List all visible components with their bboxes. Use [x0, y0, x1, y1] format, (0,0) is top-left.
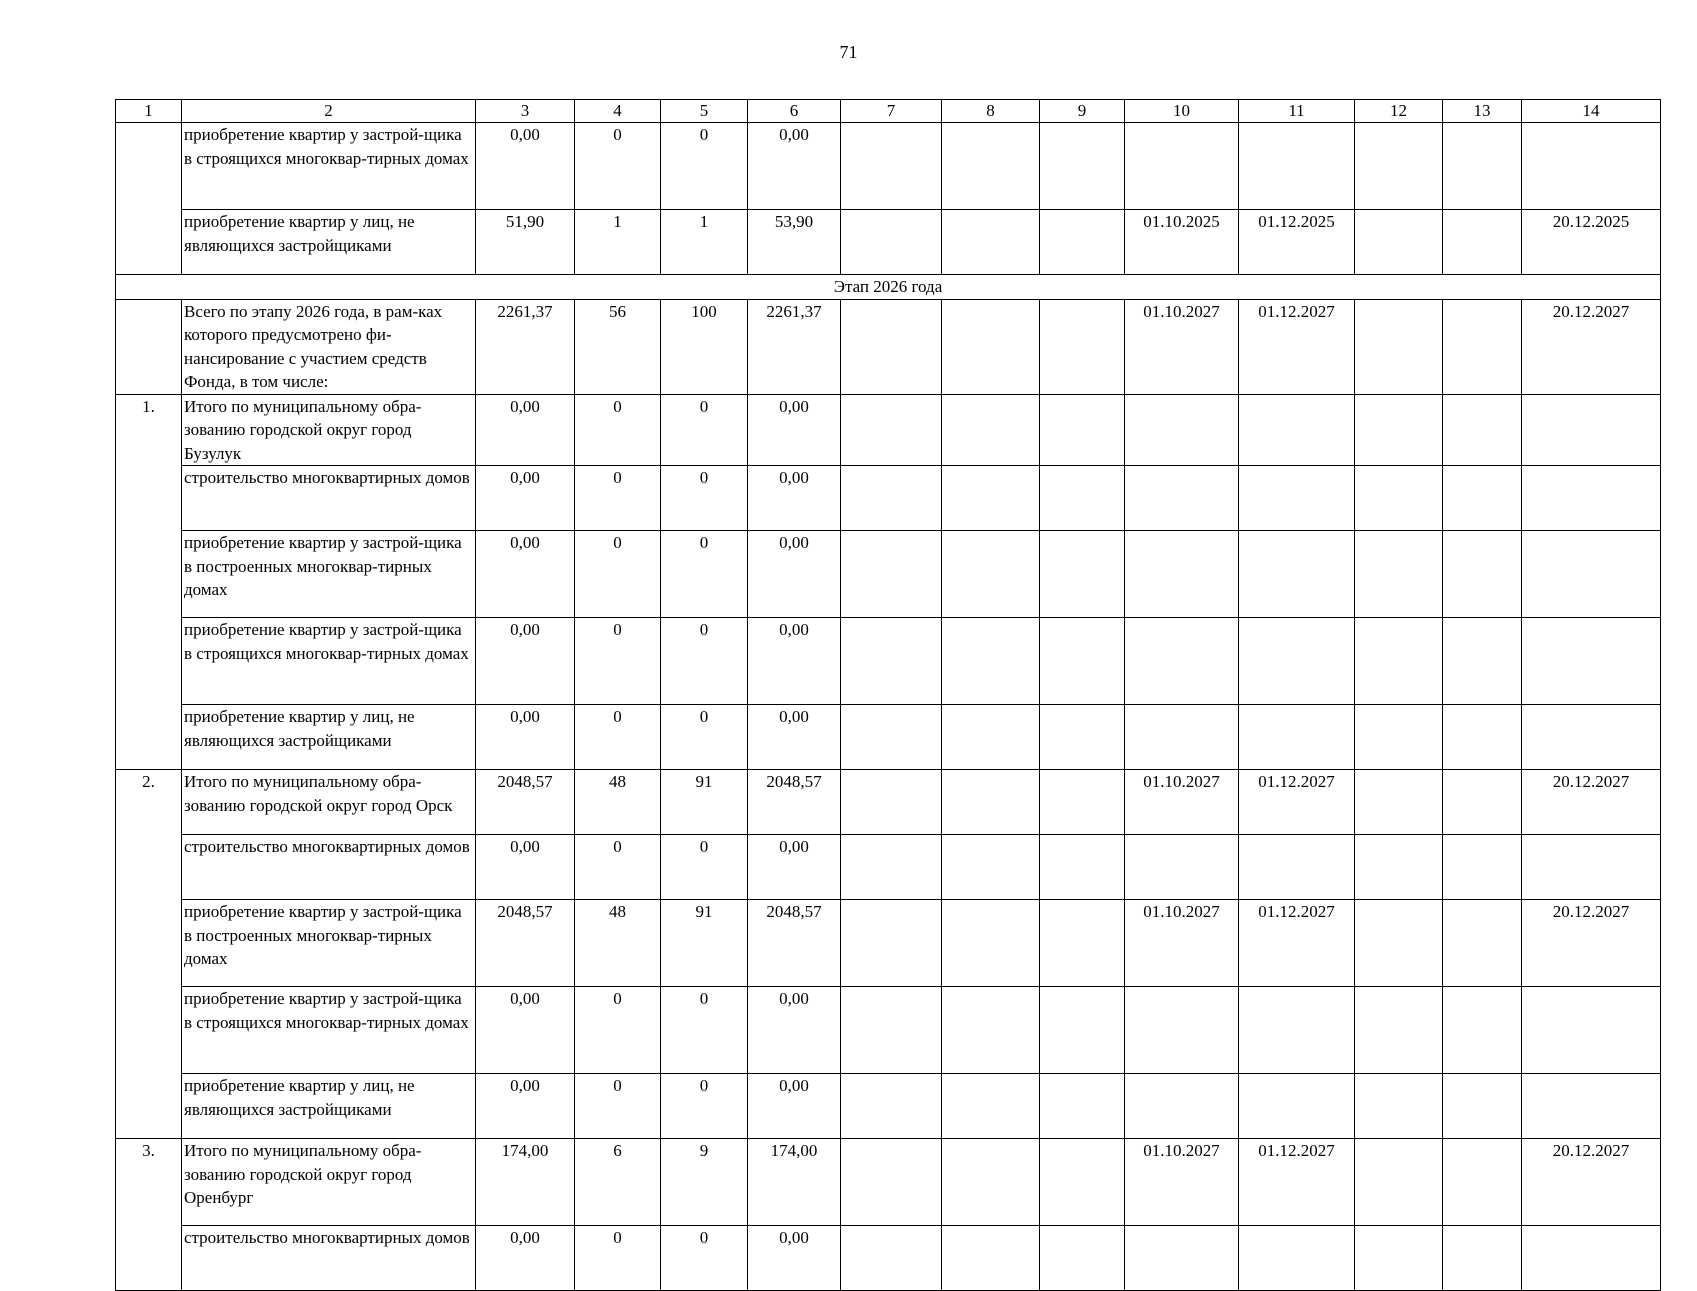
- cell-c9: [1040, 299, 1125, 394]
- row-number: 2.: [116, 770, 182, 1139]
- cell-c5: 0: [661, 835, 748, 900]
- cell-c8: [942, 123, 1040, 210]
- cell-c12: [1355, 466, 1443, 531]
- cell-c5: 9: [661, 1139, 748, 1226]
- cell-c10: [1125, 466, 1239, 531]
- column-header: 11: [1239, 100, 1355, 123]
- cell-c3: 0,00: [476, 987, 575, 1074]
- cell-c4: 0: [575, 531, 661, 618]
- cell-c3: 2048,57: [476, 770, 575, 835]
- cell-c10: [1125, 705, 1239, 770]
- cell-c7: [841, 618, 942, 705]
- column-header: 13: [1443, 100, 1522, 123]
- column-header: 10: [1125, 100, 1239, 123]
- cell-c12: [1355, 835, 1443, 900]
- column-header: 7: [841, 100, 942, 123]
- cell-c4: 48: [575, 770, 661, 835]
- cell-c7: [841, 835, 942, 900]
- cell-c9: [1040, 210, 1125, 275]
- cell-c6: 0,00: [748, 531, 841, 618]
- cell-c5: 0: [661, 466, 748, 531]
- column-header: 6: [748, 100, 841, 123]
- cell-c3: 0,00: [476, 531, 575, 618]
- cell-c3: 174,00: [476, 1139, 575, 1226]
- cell-c13: [1443, 618, 1522, 705]
- cell-c8: [942, 618, 1040, 705]
- cell-c6: 0,00: [748, 1226, 841, 1291]
- cell-c14: [1522, 987, 1661, 1074]
- cell-c11: [1239, 987, 1355, 1074]
- cell-c13: [1443, 987, 1522, 1074]
- cell-c6: 0,00: [748, 987, 841, 1074]
- cell-c9: [1040, 1139, 1125, 1226]
- cell-c5: 0: [661, 394, 748, 466]
- cell-c9: [1040, 987, 1125, 1074]
- table-row: [116, 705, 1661, 770]
- cell-c7: [841, 123, 942, 210]
- row-description: Итого по муниципальному обра-зованию городской округ город Оренбург: [182, 1139, 476, 1226]
- cell-c11: [1239, 835, 1355, 900]
- cell-c10: [1125, 987, 1239, 1074]
- cell-c5: 100: [661, 299, 748, 394]
- column-header: 4: [575, 100, 661, 123]
- cell-c6: 0,00: [748, 618, 841, 705]
- cell-c11: [1239, 394, 1355, 466]
- cell-c11: [1239, 466, 1355, 531]
- cell-c10: 01.10.2025: [1125, 210, 1239, 275]
- cell-c8: [942, 466, 1040, 531]
- cell-c11: [1239, 123, 1355, 210]
- cell-c11: 01.12.2027: [1239, 770, 1355, 835]
- cell-c13: [1443, 900, 1522, 987]
- cell-c4: 0: [575, 1226, 661, 1291]
- cell-c7: [841, 531, 942, 618]
- program-table: [115, 99, 1661, 1291]
- cell-c3: 0,00: [476, 1226, 575, 1291]
- table-row: [116, 123, 1661, 210]
- cell-c8: [942, 210, 1040, 275]
- cell-c10: 01.10.2027: [1125, 770, 1239, 835]
- cell-c12: [1355, 900, 1443, 987]
- cell-c9: [1040, 1226, 1125, 1291]
- cell-c3: 0,00: [476, 1074, 575, 1139]
- cell-c10: 01.10.2027: [1125, 299, 1239, 394]
- cell-c3: 0,00: [476, 618, 575, 705]
- table-row: [116, 1139, 1661, 1226]
- cell-c8: [942, 987, 1040, 1074]
- table-row: [116, 835, 1661, 900]
- cell-c14: [1522, 123, 1661, 210]
- cell-c5: 0: [661, 123, 748, 210]
- cell-c7: [841, 1139, 942, 1226]
- column-header: 5: [661, 100, 748, 123]
- cell-c14: 20.12.2027: [1522, 770, 1661, 835]
- cell-c8: [942, 531, 1040, 618]
- table-row: [116, 1226, 1661, 1291]
- cell-c12: [1355, 705, 1443, 770]
- table-row: [116, 1074, 1661, 1139]
- cell-c5: 0: [661, 531, 748, 618]
- cell-c6: 0,00: [748, 394, 841, 466]
- cell-c10: 01.10.2027: [1125, 900, 1239, 987]
- cell-c10: [1125, 835, 1239, 900]
- cell-c5: 0: [661, 987, 748, 1074]
- cell-c11: 01.12.2027: [1239, 900, 1355, 987]
- table-row: [116, 531, 1661, 618]
- cell-c4: 0: [575, 123, 661, 210]
- cell-c4: 1: [575, 210, 661, 275]
- page-number: 71: [839, 42, 858, 62]
- column-header: 12: [1355, 100, 1443, 123]
- cell-c9: [1040, 1074, 1125, 1139]
- cell-c9: [1040, 466, 1125, 531]
- column-header: 14: [1522, 100, 1661, 123]
- cell-c4: 0: [575, 705, 661, 770]
- table-row: [116, 466, 1661, 531]
- cell-c13: [1443, 394, 1522, 466]
- cell-c4: 0: [575, 466, 661, 531]
- cell-c12: [1355, 1139, 1443, 1226]
- cell-c12: [1355, 770, 1443, 835]
- stage-title: Этап 2026 года: [116, 275, 1661, 300]
- cell-c4: 6: [575, 1139, 661, 1226]
- stage-row: [116, 275, 1661, 300]
- cell-c8: [942, 1226, 1040, 1291]
- cell-c9: [1040, 618, 1125, 705]
- cell-c8: [942, 770, 1040, 835]
- cell-c5: 0: [661, 1074, 748, 1139]
- cell-c9: [1040, 770, 1125, 835]
- cell-c11: [1239, 618, 1355, 705]
- cell-c14: [1522, 394, 1661, 466]
- cell-c7: [841, 987, 942, 1074]
- row-number-cell: [116, 123, 182, 275]
- row-description: приобретение квартир у застрой-щика в построенных многоквар-тирных домах: [182, 531, 476, 618]
- row-description: приобретение квартир у лиц, не являющихся застройщиками: [182, 210, 476, 275]
- row-description: приобретение квартир у застрой-щика в строящихся многоквар-тирных домах: [182, 987, 476, 1074]
- column-header: 3: [476, 100, 575, 123]
- cell-c6: 53,90: [748, 210, 841, 275]
- cell-c13: [1443, 123, 1522, 210]
- cell-c3: 51,90: [476, 210, 575, 275]
- cell-c9: [1040, 394, 1125, 466]
- row-number: 1.: [116, 394, 182, 770]
- cell-c4: 0: [575, 1074, 661, 1139]
- cell-c11: 01.12.2027: [1239, 1139, 1355, 1226]
- cell-c14: [1522, 1226, 1661, 1291]
- cell-c11: [1239, 531, 1355, 618]
- cell-c8: [942, 705, 1040, 770]
- cell-c14: [1522, 1074, 1661, 1139]
- cell-c11: 01.12.2025: [1239, 210, 1355, 275]
- cell-c6: 0,00: [748, 466, 841, 531]
- cell-c8: [942, 1074, 1040, 1139]
- cell-c14: [1522, 705, 1661, 770]
- row-description: приобретение квартир у лиц, не являющихся застройщиками: [182, 1074, 476, 1139]
- cell-c10: [1125, 123, 1239, 210]
- row-description: Итого по муниципальному обра-зованию городской округ город Бузулук: [182, 394, 476, 466]
- cell-c5: 91: [661, 900, 748, 987]
- cell-c3: 0,00: [476, 394, 575, 466]
- cell-c6: 0,00: [748, 705, 841, 770]
- cell-c14: 20.12.2027: [1522, 299, 1661, 394]
- cell-c3: 0,00: [476, 705, 575, 770]
- row-number: 3.: [116, 1139, 182, 1291]
- row-description: строительство многоквартирных домов: [182, 835, 476, 900]
- row-description: приобретение квартир у застрой-щика в построенных многоквар-тирных домах: [182, 900, 476, 987]
- cell-c4: 0: [575, 987, 661, 1074]
- cell-c13: [1443, 1074, 1522, 1139]
- cell-c7: [841, 394, 942, 466]
- cell-c12: [1355, 299, 1443, 394]
- cell-c12: [1355, 531, 1443, 618]
- cell-c7: [841, 210, 942, 275]
- cell-c10: [1125, 1226, 1239, 1291]
- cell-c13: [1443, 705, 1522, 770]
- cell-c14: [1522, 466, 1661, 531]
- cell-c12: [1355, 210, 1443, 275]
- cell-c14: 20.12.2027: [1522, 1139, 1661, 1226]
- cell-c12: [1355, 987, 1443, 1074]
- row-description: приобретение квартир у застрой-щика в строящихся многоквар-тирных домах: [182, 618, 476, 705]
- row-description: приобретение квартир у застрой-щика в строящихся многоквар-тирных домах: [182, 123, 476, 210]
- table-row: [116, 210, 1661, 275]
- cell-c4: 0: [575, 394, 661, 466]
- table-row: [116, 770, 1661, 835]
- cell-c14: [1522, 835, 1661, 900]
- cell-c5: 1: [661, 210, 748, 275]
- cell-c12: [1355, 1074, 1443, 1139]
- cell-c6: 0,00: [748, 123, 841, 210]
- cell-c13: [1443, 770, 1522, 835]
- cell-c9: [1040, 531, 1125, 618]
- cell-c13: [1443, 299, 1522, 394]
- cell-c9: [1040, 705, 1125, 770]
- cell-c11: [1239, 1226, 1355, 1291]
- cell-c13: [1443, 531, 1522, 618]
- row-description: строительство многоквартирных домов: [182, 1226, 476, 1291]
- cell-c6: 174,00: [748, 1139, 841, 1226]
- cell-c6: 0,00: [748, 1074, 841, 1139]
- cell-c12: [1355, 1226, 1443, 1291]
- cell-c6: 2048,57: [748, 770, 841, 835]
- table-row: [116, 618, 1661, 705]
- column-number-row: [116, 100, 1661, 123]
- cell-c10: [1125, 1074, 1239, 1139]
- cell-c5: 0: [661, 618, 748, 705]
- cell-c12: [1355, 394, 1443, 466]
- column-header: 1: [116, 100, 182, 123]
- cell-c6: 0,00: [748, 835, 841, 900]
- table-row: [116, 900, 1661, 987]
- cell-c13: [1443, 1139, 1522, 1226]
- table-body: [116, 100, 1661, 1291]
- row-description: Итого по муниципальному обра-зованию городской округ город Орск: [182, 770, 476, 835]
- cell-c8: [942, 900, 1040, 987]
- column-header: 8: [942, 100, 1040, 123]
- cell-c10: 01.10.2027: [1125, 1139, 1239, 1226]
- cell-c10: [1125, 531, 1239, 618]
- table-row: [116, 987, 1661, 1074]
- cell-c10: [1125, 618, 1239, 705]
- cell-c11: 01.12.2027: [1239, 299, 1355, 394]
- cell-c7: [841, 299, 942, 394]
- cell-c8: [942, 835, 1040, 900]
- cell-c8: [942, 299, 1040, 394]
- cell-c3: 0,00: [476, 466, 575, 531]
- column-header: 2: [182, 100, 476, 123]
- cell-c9: [1040, 835, 1125, 900]
- cell-c13: [1443, 1226, 1522, 1291]
- cell-c7: [841, 466, 942, 531]
- column-header: 9: [1040, 100, 1125, 123]
- cell-c7: [841, 705, 942, 770]
- cell-c11: [1239, 705, 1355, 770]
- cell-c3: 0,00: [476, 123, 575, 210]
- cell-c12: [1355, 123, 1443, 210]
- cell-c14: [1522, 531, 1661, 618]
- cell-c13: [1443, 210, 1522, 275]
- cell-c14: [1522, 618, 1661, 705]
- cell-c5: 91: [661, 770, 748, 835]
- row-number-cell: [116, 299, 182, 394]
- table-row: [116, 299, 1661, 394]
- cell-c3: 2048,57: [476, 900, 575, 987]
- cell-c13: [1443, 466, 1522, 531]
- cell-c5: 0: [661, 1226, 748, 1291]
- cell-c13: [1443, 835, 1522, 900]
- cell-c8: [942, 394, 1040, 466]
- cell-c4: 48: [575, 900, 661, 987]
- cell-c4: 0: [575, 835, 661, 900]
- row-description: приобретение квартир у лиц, не являющихся застройщиками: [182, 705, 476, 770]
- cell-c14: 20.12.2027: [1522, 900, 1661, 987]
- cell-c7: [841, 900, 942, 987]
- cell-c4: 0: [575, 618, 661, 705]
- cell-c9: [1040, 900, 1125, 987]
- cell-c6: 2048,57: [748, 900, 841, 987]
- cell-c5: 0: [661, 705, 748, 770]
- row-description: строительство многоквартирных домов: [182, 466, 476, 531]
- cell-c3: 2261,37: [476, 299, 575, 394]
- cell-c10: [1125, 394, 1239, 466]
- cell-c7: [841, 1074, 942, 1139]
- cell-c8: [942, 1139, 1040, 1226]
- cell-c9: [1040, 123, 1125, 210]
- table-row: [116, 394, 1661, 466]
- cell-c12: [1355, 618, 1443, 705]
- cell-c11: [1239, 1074, 1355, 1139]
- cell-c7: [841, 770, 942, 835]
- row-description: Всего по этапу 2026 года, в рам-ках которого предусмотрено фи-нансирование с участием средств Фонда, в том числе:: [182, 299, 476, 394]
- cell-c7: [841, 1226, 942, 1291]
- cell-c6: 2261,37: [748, 299, 841, 394]
- cell-c14: 20.12.2025: [1522, 210, 1661, 275]
- cell-c3: 0,00: [476, 835, 575, 900]
- cell-c4: 56: [575, 299, 661, 394]
